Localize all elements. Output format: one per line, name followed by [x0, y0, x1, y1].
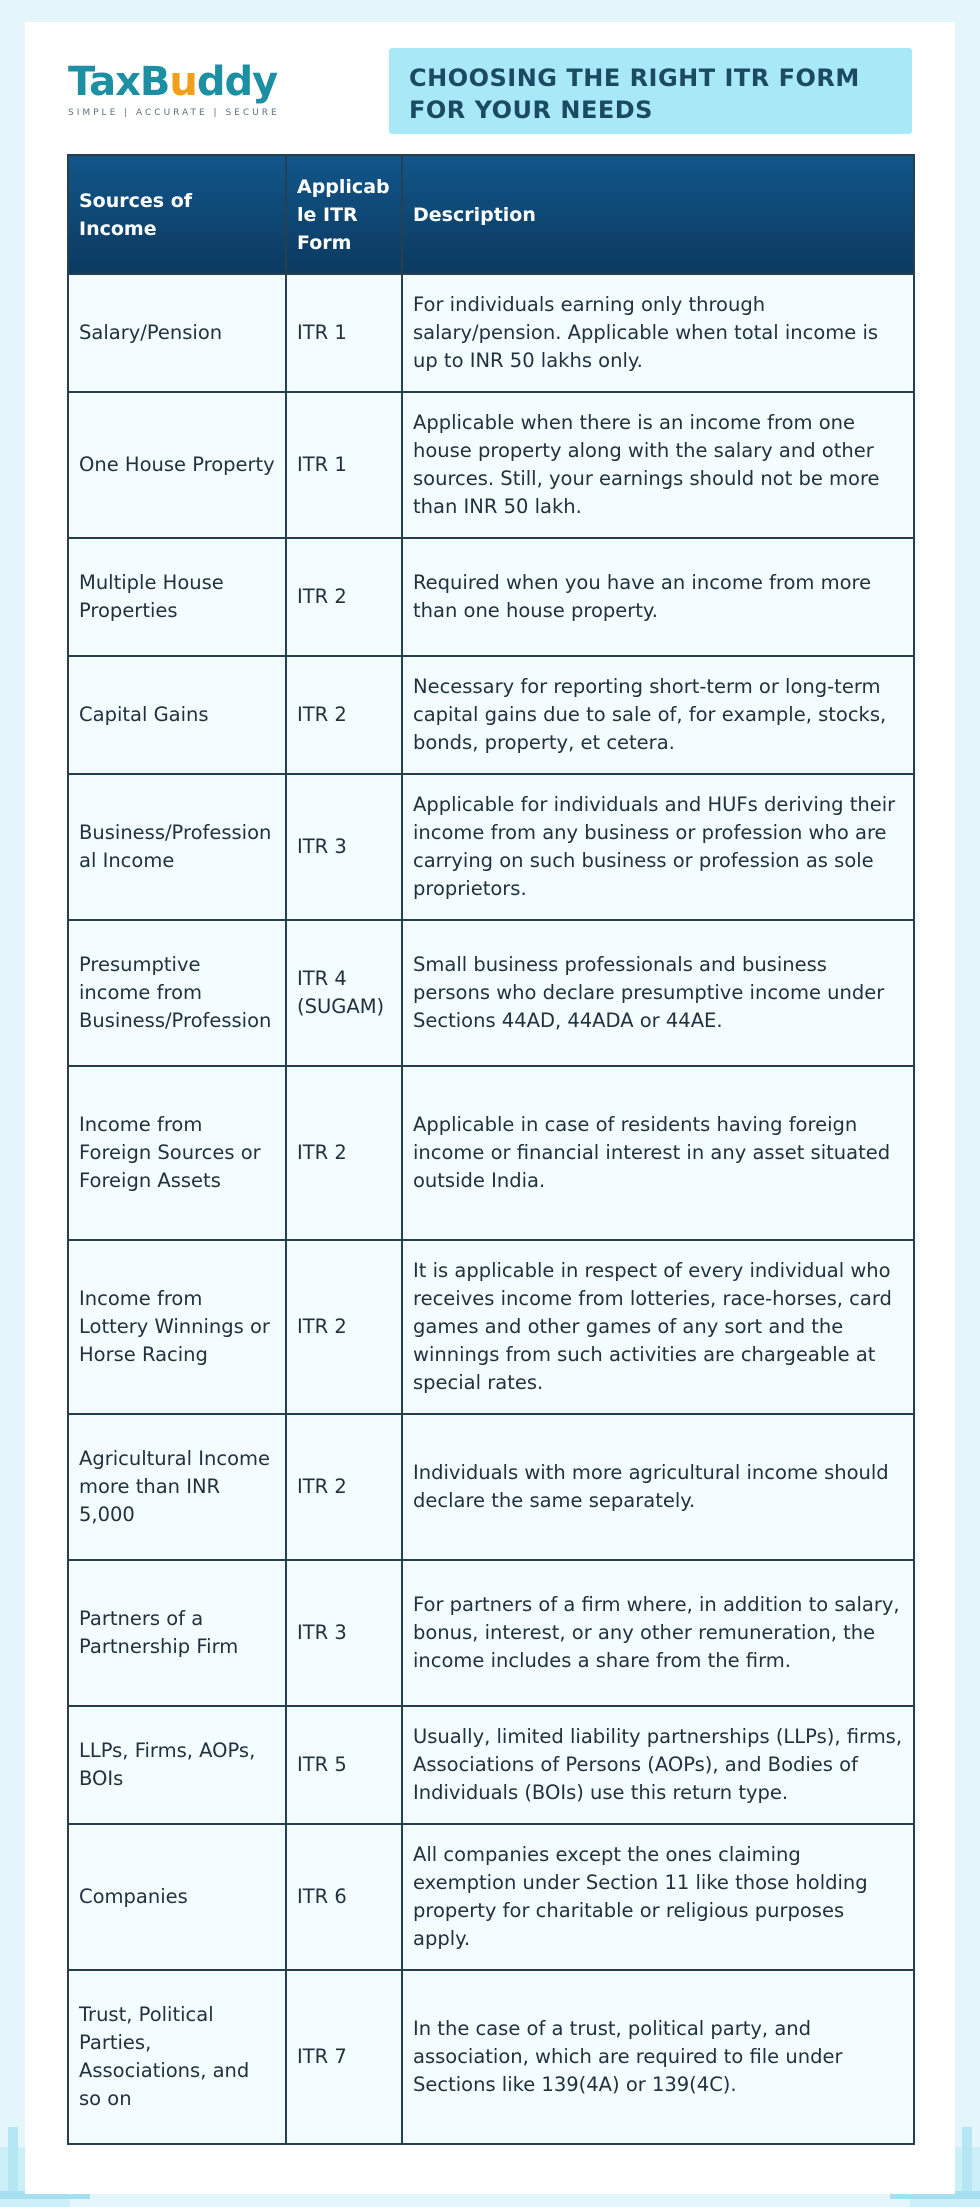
- cell-description: For partners of a firm where, in addition to salary, bonus, interest, or any other remuneration, the income includes a share from the firm.: [402, 1560, 914, 1706]
- cell-description: In the case of a trust, political party, and association, which are required to file under Sections like 139(4A) or 139(4C).: [402, 1970, 914, 2144]
- page-title: CHOOSING THE RIGHT ITR FORM FOR YOUR NEEDS: [409, 64, 860, 124]
- logo-wordmark: TaxBuddy: [68, 59, 278, 105]
- table-row: [68, 656, 914, 774]
- cell-description: Applicable when there is an income from one house property along with the salary and other sources. Still, your earnings should not be more than INR 50 lakh.: [402, 392, 914, 538]
- cell-source: Multiple House Properties: [68, 538, 286, 656]
- table-row: [68, 1414, 914, 1560]
- cell-source: Agricultural Income more than INR 5,000: [68, 1414, 286, 1560]
- table-row: [68, 1560, 914, 1706]
- cell-form: ITR 5: [286, 1706, 402, 1824]
- cell-source: Income from Foreign Sources or Foreign Assets: [68, 1066, 286, 1240]
- cell-form: ITR 3: [286, 774, 402, 920]
- table-row: [68, 1240, 914, 1414]
- cell-form: ITR 2: [286, 1066, 402, 1240]
- cell-description: Individuals with more agricultural income should declare the same separately.: [402, 1414, 914, 1560]
- table-row: [68, 1824, 914, 1970]
- header-applicable-itr-form: Applicable ITR Form: [286, 155, 402, 274]
- cell-description: It is applicable in respect of every individual who receives income from lotteries, race-horses, card games and other games of any sort and the winnings from such activities are chargeable at special rates.: [402, 1240, 914, 1414]
- cell-form: ITR 2: [286, 656, 402, 774]
- table-row: [68, 1970, 914, 2144]
- logo-tagline: SIMPLE | ACCURATE | SECURE: [68, 108, 280, 118]
- cell-source: Salary/Pension: [68, 274, 286, 392]
- cell-description: Necessary for reporting short-term or long-term capital gains due to sale of, for example, stocks, bonds, property, et cetera.: [402, 656, 914, 774]
- cell-source: Capital Gains: [68, 656, 286, 774]
- cell-form: ITR 3: [286, 1560, 402, 1706]
- itr-form-table: [67, 154, 915, 2145]
- cell-source: Companies: [68, 1824, 286, 1970]
- table-row: [68, 774, 914, 920]
- cell-source: Income from Lottery Winnings or Horse Racing: [68, 1240, 286, 1414]
- table-row: [68, 920, 914, 1066]
- cell-source: Partners of a Partnership Firm: [68, 1560, 286, 1706]
- cell-description: Required when you have an income from more than one house property.: [402, 538, 914, 656]
- table-row: [68, 274, 914, 392]
- cell-form: ITR 2: [286, 1414, 402, 1560]
- page-title-banner: [389, 48, 912, 134]
- cell-source: One House Property: [68, 392, 286, 538]
- cell-form: ITR 4 (SUGAM): [286, 920, 402, 1066]
- table-header-row: [68, 155, 914, 274]
- cell-form: ITR 7: [286, 1970, 402, 2144]
- cell-source: Trust, Political Parties, Associations, and so on: [68, 1970, 286, 2144]
- cell-description: Small business professionals and business persons who declare presumptive income under Sections 44AD, 44ADA or 44AE.: [402, 920, 914, 1066]
- cell-source: Presumptive income from Business/Profession: [68, 920, 286, 1066]
- cell-source: LLPs, Firms, AOPs, BOIs: [68, 1706, 286, 1824]
- table-row: [68, 1706, 914, 1824]
- cell-description: All companies except the ones claiming exemption under Section 11 like those holding property for charitable or religious purposes apply.: [402, 1824, 914, 1970]
- cell-form: ITR 2: [286, 538, 402, 656]
- table-row: [68, 1066, 914, 1240]
- table-row: [68, 392, 914, 538]
- taxbuddy-logo[interactable]: [68, 58, 280, 118]
- cell-form: ITR 1: [286, 274, 402, 392]
- cell-description: Applicable in case of residents having foreign income or financial interest in any asset situated outside India.: [402, 1066, 914, 1240]
- cell-description: Usually, limited liability partnerships (LLPs), firms, Associations of Persons (AOPs), and Bodies of Individuals (BOIs) use this return type.: [402, 1706, 914, 1824]
- header-description: Description: [402, 155, 914, 274]
- cell-form: ITR 2: [286, 1240, 402, 1414]
- cell-form: ITR 6: [286, 1824, 402, 1970]
- header-sources-of-income: Sources of Income: [68, 155, 286, 274]
- cell-source: Business/Professional Income: [68, 774, 286, 920]
- cell-description: Applicable for individuals and HUFs deriving their income from any business or profession who are carrying on such business or profession as sole proprietors.: [402, 774, 914, 920]
- table-row: [68, 538, 914, 656]
- cell-description: For individuals earning only through salary/pension. Applicable when total income is up to INR 50 lakhs only.: [402, 274, 914, 392]
- cell-form: ITR 1: [286, 392, 402, 538]
